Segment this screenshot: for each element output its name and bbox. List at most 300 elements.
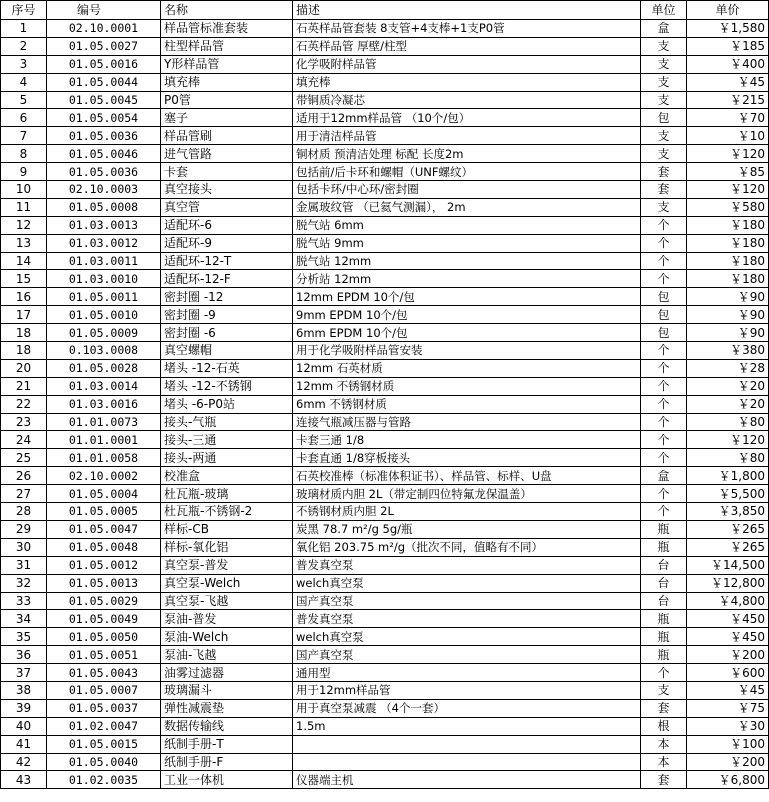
cell-unit[interactable]: 个 [641,234,687,252]
cell-code[interactable]: 01.01.0073 [47,413,161,431]
cell-name[interactable]: 接头-两通 [161,449,293,467]
header-name[interactable]: 名称 [161,1,293,20]
cell-no[interactable]: 26 [1,467,47,485]
cell-code[interactable]: 01.05.0008 [47,198,161,216]
cell-code[interactable]: 01.05.0050 [47,628,161,646]
cell-no[interactable]: 34 [1,610,47,628]
cell-unit[interactable]: 瓶 [641,520,687,538]
table-row [1,395,769,413]
cell-no[interactable]: 9 [1,163,47,181]
cell-description[interactable]: 普发真空泵 [293,610,641,628]
cell-code[interactable]: 01.05.0028 [47,359,161,377]
cell-name[interactable]: 真空接头 [161,181,293,199]
cell-code[interactable]: 01.05.0009 [47,324,161,342]
cell-name[interactable]: 工业一体机 [161,771,293,789]
cell-name[interactable]: 适配环-12-T [161,252,293,270]
cell-code[interactable]: 02.10.0003 [47,181,161,199]
table-row [1,628,769,646]
cell-description[interactable]: 用于真空泵减震 （4个一套） [293,699,641,717]
cell-code[interactable]: 01.01.0001 [47,431,161,449]
table-row [1,359,769,377]
cell-unit[interactable]: 个 [641,395,687,413]
cell-description[interactable]: 石英校准棒（标准体积证书）、样品管、标样、U盘 [293,467,641,485]
cell-price[interactable]: ￥90 [687,288,769,306]
cell-code[interactable]: 01.03.0013 [47,216,161,234]
cell-description[interactable]: 9mm EPDM 10个/包 [293,306,641,324]
cell-price[interactable]: ￥600 [687,664,769,682]
cell-no[interactable]: 22 [1,395,47,413]
cell-code[interactable]: 01.05.0040 [47,753,161,771]
table-row [1,610,769,628]
cell-code[interactable]: 01.05.0004 [47,485,161,503]
cell-description[interactable]: 用于清洁样品管 [293,127,641,145]
cell-code[interactable]: 01.05.0051 [47,646,161,664]
cell-name[interactable]: 油雾过滤器 [161,664,293,682]
cell-name[interactable]: 纸制手册-T [161,735,293,753]
table-row [1,163,769,181]
cell-no[interactable]: 21 [1,377,47,395]
cell-price[interactable]: ￥180 [687,252,769,270]
cell-name[interactable]: 进气管路 [161,145,293,163]
cell-unit[interactable]: 套 [641,163,687,181]
cell-description[interactable]: 脱气站 6mm [293,216,641,234]
cell-code[interactable]: 01.05.0011 [47,288,161,306]
cell-no[interactable]: 18 [1,342,47,360]
cell-no[interactable]: 15 [1,270,47,288]
cell-price[interactable]: ￥30 [687,717,769,735]
cell-price[interactable]: ￥45 [687,73,769,91]
cell-unit[interactable]: 盒 [641,467,687,485]
table-row [1,377,769,395]
cell-price[interactable]: ￥28 [687,359,769,377]
cell-name[interactable]: 密封圈 -12 [161,288,293,306]
table-row [1,681,769,699]
cell-code[interactable]: 01.05.0036 [47,163,161,181]
cell-description[interactable] [293,753,641,771]
cell-code[interactable]: 01.05.0049 [47,610,161,628]
cell-description[interactable]: 6mm 不锈钢材质 [293,395,641,413]
cell-no[interactable]: 39 [1,699,47,717]
table-row [1,717,769,735]
cell-name[interactable]: 柱型样品管 [161,37,293,55]
cell-price[interactable]: ￥100 [687,735,769,753]
cell-unit[interactable]: 盒 [641,20,687,38]
cell-description[interactable]: 带铜质冷凝芯 [293,91,641,109]
table-row [1,216,769,234]
table-row [1,753,769,771]
cell-description[interactable]: 仪器端主机 [293,771,641,789]
cell-name[interactable]: 密封圈 -9 [161,306,293,324]
cell-name[interactable]: P0管 [161,91,293,109]
cell-name[interactable]: 适配环-9 [161,234,293,252]
cell-price[interactable]: ￥265 [687,520,769,538]
cell-unit[interactable]: 支 [641,198,687,216]
cell-unit[interactable]: 包 [641,109,687,127]
table-row [1,306,769,324]
cell-price[interactable]: ￥20 [687,395,769,413]
cell-name[interactable]: 卡套 [161,163,293,181]
cell-no[interactable]: 10 [1,181,47,199]
cell-code[interactable]: 01.05.0007 [47,681,161,699]
table-row [1,55,769,73]
cell-no[interactable]: 2 [1,37,47,55]
cell-price[interactable]: ￥450 [687,610,769,628]
cell-unit[interactable]: 个 [641,342,687,360]
cell-code[interactable]: 01.05.0043 [47,664,161,682]
cell-code[interactable]: 02.10.0001 [47,20,161,38]
cell-name[interactable]: 塞子 [161,109,293,127]
cell-no[interactable]: 5 [1,91,47,109]
header-row [1,1,769,20]
cell-unit[interactable]: 套 [641,699,687,717]
cell-name[interactable]: 填充棒 [161,73,293,91]
cell-description[interactable]: 国产真空泵 [293,592,641,610]
cell-code[interactable]: 01.05.0016 [47,55,161,73]
cell-no[interactable]: 25 [1,449,47,467]
cell-price[interactable]: ￥12,800 [687,574,769,592]
cell-unit[interactable]: 个 [641,413,687,431]
cell-price[interactable]: ￥580 [687,198,769,216]
cell-code[interactable]: 01.03.0011 [47,252,161,270]
cell-price[interactable]: ￥120 [687,145,769,163]
cell-price[interactable]: ￥200 [687,646,769,664]
cell-unit[interactable]: 支 [641,91,687,109]
table-row [1,503,769,521]
cell-price[interactable]: ￥450 [687,628,769,646]
cell-code[interactable]: 01.03.0010 [47,270,161,288]
cell-name[interactable]: 样标-CB [161,520,293,538]
cell-unit[interactable]: 瓶 [641,628,687,646]
table-row [1,413,769,431]
cell-name[interactable]: 玻璃漏斗 [161,681,293,699]
cell-unit[interactable]: 支 [641,37,687,55]
table-row [1,646,769,664]
cell-price[interactable]: ￥14,500 [687,556,769,574]
cell-description[interactable]: 卡套直通 1/8穿板接头 [293,449,641,467]
cell-name[interactable]: 样品管标准套装 [161,20,293,38]
table-row [1,324,769,342]
cell-name[interactable]: 泵油-飞越 [161,646,293,664]
cell-no[interactable]: 41 [1,735,47,753]
cell-price[interactable]: ￥75 [687,699,769,717]
cell-description[interactable]: 通用型 [293,664,641,682]
cell-price[interactable]: ￥180 [687,216,769,234]
cell-price[interactable]: ￥45 [687,681,769,699]
cell-price[interactable]: ￥215 [687,91,769,109]
cell-name[interactable]: 校准盒 [161,467,293,485]
cell-description[interactable]: welch真空泵 [293,628,641,646]
cell-price[interactable]: ￥70 [687,109,769,127]
cell-price[interactable]: ￥20 [687,377,769,395]
cell-code[interactable]: 01.05.0036 [47,127,161,145]
cell-unit[interactable]: 个 [641,664,687,682]
cell-unit[interactable]: 支 [641,55,687,73]
table-row [1,771,769,789]
cell-description[interactable]: 填充棒 [293,73,641,91]
table-row [1,73,769,91]
cell-description[interactable]: 包括前/后卡环和螺帽（UNF螺纹） [293,163,641,181]
cell-price[interactable]: ￥80 [687,413,769,431]
cell-code[interactable]: 01.03.0016 [47,395,161,413]
cell-code[interactable]: 01.05.0046 [47,145,161,163]
table-row [1,449,769,467]
cell-no[interactable]: 35 [1,628,47,646]
table-row [1,20,769,38]
cell-code[interactable]: 01.05.0029 [47,592,161,610]
cell-unit[interactable]: 支 [641,73,687,91]
cell-price[interactable]: ￥90 [687,306,769,324]
cell-unit[interactable]: 瓶 [641,646,687,664]
cell-price[interactable]: ￥4,800 [687,592,769,610]
cell-price[interactable]: ￥90 [687,324,769,342]
cell-name[interactable]: 真空螺帽 [161,342,293,360]
cell-unit[interactable]: 支 [641,145,687,163]
cell-unit[interactable]: 个 [641,359,687,377]
cell-unit[interactable]: 个 [641,252,687,270]
cell-no[interactable]: 8 [1,145,47,163]
cell-name[interactable]: 适配环-12-F [161,270,293,288]
cell-name[interactable]: 适配环-6 [161,216,293,234]
cell-price[interactable]: ￥3,850 [687,503,769,521]
table-row [1,145,769,163]
cell-unit[interactable]: 包 [641,288,687,306]
cell-no[interactable]: 24 [1,431,47,449]
cell-name[interactable]: 真空泵-飞越 [161,592,293,610]
header-no[interactable]: 序号 [1,1,47,20]
cell-name[interactable]: 杜瓦瓶-玻璃 [161,485,293,503]
header-description[interactable]: 描述 [293,1,641,20]
table-row [1,520,769,538]
cell-no[interactable]: 14 [1,252,47,270]
cell-description[interactable]: 包括卡环/中心环/密封圈 [293,181,641,199]
table-row [1,485,769,503]
cell-price[interactable]: ￥85 [687,163,769,181]
cell-code[interactable]: 01.02.0047 [47,717,161,735]
table-row [1,431,769,449]
cell-code[interactable]: 01.05.0012 [47,556,161,574]
cell-code[interactable]: 01.05.0045 [47,91,161,109]
cell-description[interactable]: 不锈钢材质内胆 2L [293,503,641,521]
table-row [1,181,769,199]
cell-no[interactable]: 27 [1,485,47,503]
cell-no[interactable]: 12 [1,216,47,234]
cell-unit[interactable]: 个 [641,449,687,467]
cell-code[interactable]: 01.05.0010 [47,306,161,324]
cell-name[interactable]: 样标-氧化铝 [161,538,293,556]
cell-description[interactable]: 铜材质 预清洁处理 标配 长度2m [293,145,641,163]
cell-name[interactable]: 泵油-普发 [161,610,293,628]
cell-no[interactable]: 42 [1,753,47,771]
cell-description[interactable]: 普发真空泵 [293,556,641,574]
header-code[interactable]: 编号 [47,1,161,20]
cell-no[interactable]: 3 [1,55,47,73]
cell-price[interactable]: ￥6,800 [687,771,769,789]
cell-unit[interactable]: 个 [641,431,687,449]
cell-description[interactable]: 卡套三通 1/8 [293,431,641,449]
cell-unit[interactable]: 包 [641,324,687,342]
cell-description[interactable]: 12mm 石英材质 [293,359,641,377]
cell-code[interactable]: 01.01.0058 [47,449,161,467]
table-row [1,574,769,592]
cell-no[interactable]: 11 [1,198,47,216]
cell-price[interactable]: ￥265 [687,538,769,556]
cell-name[interactable]: 真空泵-Welch [161,574,293,592]
cell-unit[interactable]: 根 [641,717,687,735]
table-row [1,538,769,556]
cell-code[interactable]: 01.05.0037 [47,699,161,717]
cell-code[interactable]: 01.05.0015 [47,735,161,753]
cell-unit[interactable]: 台 [641,556,687,574]
table-row [1,699,769,717]
table-row [1,270,769,288]
table-row [1,252,769,270]
cell-description[interactable]: 石英样品管 厚壁/柱型 [293,37,641,55]
cell-description[interactable]: 12mm 不锈钢材质 [293,377,641,395]
cell-code[interactable]: 01.05.0054 [47,109,161,127]
cell-price[interactable]: ￥120 [687,181,769,199]
cell-no[interactable]: 33 [1,592,47,610]
cell-price[interactable]: ￥180 [687,234,769,252]
cell-unit[interactable]: 套 [641,771,687,789]
cell-description[interactable]: 金属玻纹管 （已氦气测漏）， 2m [293,198,641,216]
cell-no[interactable]: 20 [1,359,47,377]
cell-code[interactable]: 02.10.0002 [47,467,161,485]
cell-price[interactable]: ￥1,580 [687,20,769,38]
cell-unit[interactable]: 瓶 [641,610,687,628]
cell-price[interactable]: ￥1,800 [687,467,769,485]
cell-name[interactable]: 纸制手册-F [161,753,293,771]
cell-no[interactable]: 36 [1,646,47,664]
cell-name[interactable]: 堵头 -6-P0站 [161,395,293,413]
cell-price[interactable]: ￥200 [687,753,769,771]
cell-unit[interactable]: 支 [641,681,687,699]
cell-no[interactable]: 4 [1,73,47,91]
cell-no[interactable]: 43 [1,771,47,789]
cell-name[interactable]: 真空管 [161,198,293,216]
cell-description[interactable] [293,735,641,753]
cell-name[interactable]: 样品管刷 [161,127,293,145]
cell-price[interactable]: ￥380 [687,342,769,360]
cell-name[interactable]: 堵头 -12-不锈钢 [161,377,293,395]
cell-description[interactable]: 分析站 12mm [293,270,641,288]
cell-unit[interactable]: 个 [641,216,687,234]
cell-unit[interactable]: 台 [641,592,687,610]
cell-description[interactable]: 玻璃材质内胆 2L（带定制四位特氟龙保温盖） [293,485,641,503]
table-row [1,37,769,55]
header-price[interactable]: 单价 [687,1,769,20]
cell-no[interactable]: 32 [1,574,47,592]
cell-no[interactable]: 40 [1,717,47,735]
cell-name[interactable]: 密封圈 -6 [161,324,293,342]
cell-description[interactable]: 用于化学吸附样品管安装 [293,342,641,360]
cell-no[interactable]: 28 [1,503,47,521]
table-row [1,198,769,216]
table-row [1,592,769,610]
cell-description[interactable]: 氧化铝 203.75 m²/g（批次不同，值略有不同） [293,538,641,556]
cell-no[interactable]: 23 [1,413,47,431]
cell-name[interactable]: 真空泵-普发 [161,556,293,574]
cell-no[interactable]: 1 [1,20,47,38]
cell-description[interactable]: 12mm EPDM 10个/包 [293,288,641,306]
cell-name[interactable]: Y形样品管 [161,55,293,73]
cell-price[interactable]: ￥180 [687,270,769,288]
cell-price[interactable]: ￥400 [687,55,769,73]
cell-name[interactable]: 杜瓦瓶-不锈钢-2 [161,503,293,521]
cell-code[interactable]: 01.05.0048 [47,538,161,556]
cell-no[interactable]: 13 [1,234,47,252]
cell-unit[interactable]: 瓶 [641,538,687,556]
cell-no[interactable]: 37 [1,664,47,682]
cell-code[interactable]: 01.05.0047 [47,520,161,538]
cell-unit[interactable]: 个 [641,377,687,395]
cell-description[interactable]: 炭黑 78.7 m²/g 5g/瓶 [293,520,641,538]
cell-price[interactable]: ￥80 [687,449,769,467]
cell-description[interactable]: 1.5m [293,717,641,735]
cell-no[interactable]: 30 [1,538,47,556]
cell-unit[interactable]: 套 [641,181,687,199]
cell-unit[interactable]: 个 [641,485,687,503]
cell-code[interactable]: 01.05.0013 [47,574,161,592]
cell-description[interactable]: 国产真空泵 [293,646,641,664]
cell-description[interactable]: 连接气瓶减压器与管路 [293,413,641,431]
cell-code[interactable]: 01.03.0012 [47,234,161,252]
cell-description[interactable]: 脱气站 9mm [293,234,641,252]
cell-code[interactable]: 01.05.0027 [47,37,161,55]
cell-description[interactable]: 脱气站 12mm [293,252,641,270]
table-row [1,342,769,360]
cell-no[interactable]: 7 [1,127,47,145]
cell-name[interactable]: 接头-气瓶 [161,413,293,431]
cell-no[interactable]: 17 [1,306,47,324]
cell-price[interactable]: ￥10 [687,127,769,145]
cell-no[interactable]: 18 [1,324,47,342]
cell-description[interactable]: 石英样品管套装 8支管+4支棒+1支P0管 [293,20,641,38]
cell-description[interactable]: 用于12mm样品管 [293,681,641,699]
cell-no[interactable]: 16 [1,288,47,306]
cell-description[interactable]: 适用于12mm样品管 （10个/包） [293,109,641,127]
cell-unit[interactable]: 台 [641,574,687,592]
cell-code[interactable]: 0.103.0008 [47,342,161,360]
cell-code[interactable]: 01.02.0035 [47,771,161,789]
cell-no[interactable]: 31 [1,556,47,574]
cell-no[interactable]: 6 [1,109,47,127]
cell-name[interactable]: 堵头 -12-石英 [161,359,293,377]
cell-price[interactable]: ￥5,500 [687,485,769,503]
cell-price[interactable]: ￥120 [687,431,769,449]
cell-unit[interactable]: 本 [641,735,687,753]
cell-name[interactable]: 接头-三通 [161,431,293,449]
table-row [1,556,769,574]
cell-unit[interactable]: 包 [641,306,687,324]
cell-unit[interactable]: 支 [641,127,687,145]
cell-no[interactable]: 29 [1,520,47,538]
cell-description[interactable]: 6mm EPDM 10个/包 [293,324,641,342]
cell-code[interactable]: 01.03.0014 [47,377,161,395]
cell-code[interactable]: 01.05.0044 [47,73,161,91]
cell-description[interactable]: welch真空泵 [293,574,641,592]
cell-code[interactable]: 01.05.0005 [47,503,161,521]
header-unit[interactable]: 单位 [641,1,687,20]
cell-name[interactable]: 弹性减震垫 [161,699,293,717]
cell-no[interactable]: 38 [1,681,47,699]
cell-unit[interactable]: 个 [641,270,687,288]
cell-description[interactable]: 化学吸附样品管 [293,55,641,73]
cell-name[interactable]: 泵油-Welch [161,628,293,646]
cell-unit[interactable]: 本 [641,753,687,771]
cell-name[interactable]: 数据传输线 [161,717,293,735]
cell-unit[interactable]: 个 [641,503,687,521]
cell-price[interactable]: ￥185 [687,37,769,55]
